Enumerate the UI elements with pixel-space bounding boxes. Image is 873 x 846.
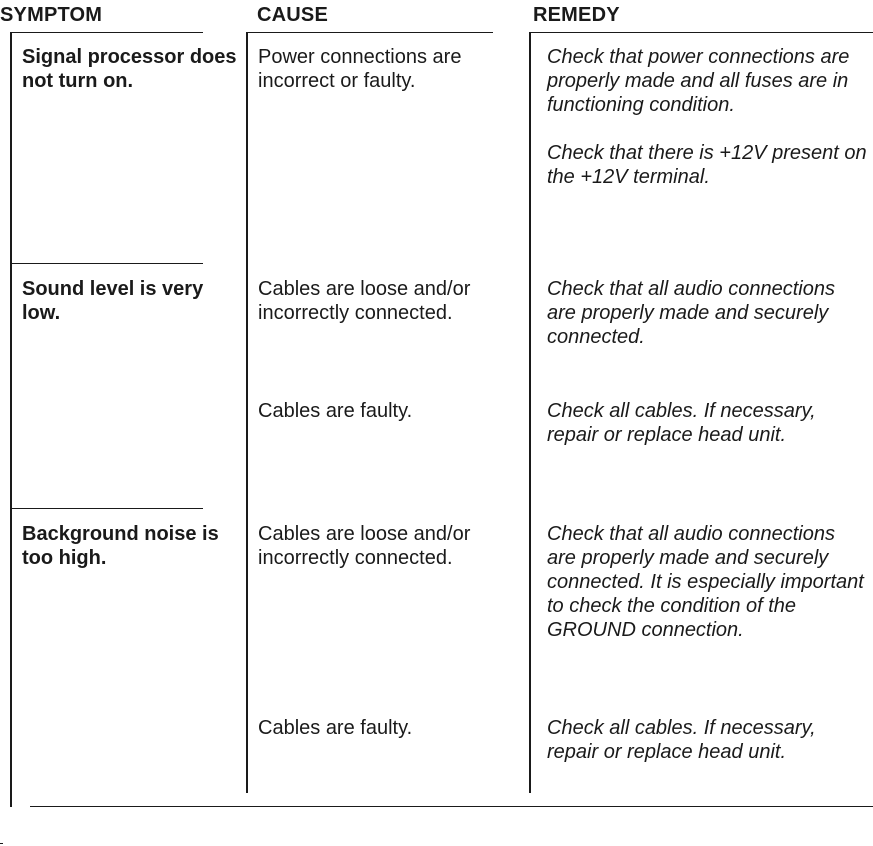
remedy-text-1a-2: Check that there is +12V present on the +12V terminal.	[547, 142, 867, 188]
header-remedy: REMEDY	[533, 4, 620, 26]
cause-text-2b: Cables are faulty.	[258, 400, 413, 422]
cause-text-3b: Cables are faulty.	[258, 717, 413, 739]
remedy-text-1a-1: Check that power connections are properly made and all fuses are in functioning condition.	[547, 46, 850, 116]
corner-mark	[0, 843, 3, 844]
remedy-text-3b: Check all cables. If necessary, repair or replace head unit.	[547, 717, 816, 763]
symptom-text-1: Signal processor does not turn on.	[22, 46, 237, 92]
cause-text-3a: Cables are loose and/or incorrectly connected.	[258, 523, 471, 569]
symptom-left-rule	[10, 32, 12, 807]
remedy-text-3a: Check that all audio connections are properly made and securely connected. It is especially important to check the condition of the GROUND connection.	[547, 523, 864, 641]
symptom-top-rule	[10, 32, 203, 33]
symptom-text-3: Background noise is too high.	[22, 523, 219, 569]
cause-left-rule	[246, 32, 248, 793]
cause-text-2a: Cables are loose and/or incorrectly connected.	[258, 278, 471, 324]
remedy-text-2b: Check all cables. If necessary, repair or replace head unit.	[547, 400, 816, 446]
header-cause: CAUSE	[257, 4, 329, 26]
remedy-left-rule	[529, 32, 531, 793]
cause-top-rule	[246, 32, 493, 33]
symptom-text-2: Sound level is very low.	[22, 278, 204, 324]
header-symptom: SYMPTOM	[0, 4, 103, 26]
remedy-top-rule	[529, 32, 873, 33]
symptom-divider-1	[10, 263, 203, 264]
table-bottom-rule	[30, 806, 873, 807]
remedy-text-2a: Check that all audio connections are properly made and securely connected.	[547, 278, 835, 348]
cause-text-1a: Power connections are incorrect or faulty.	[258, 46, 462, 92]
symptom-divider-2	[10, 508, 203, 509]
